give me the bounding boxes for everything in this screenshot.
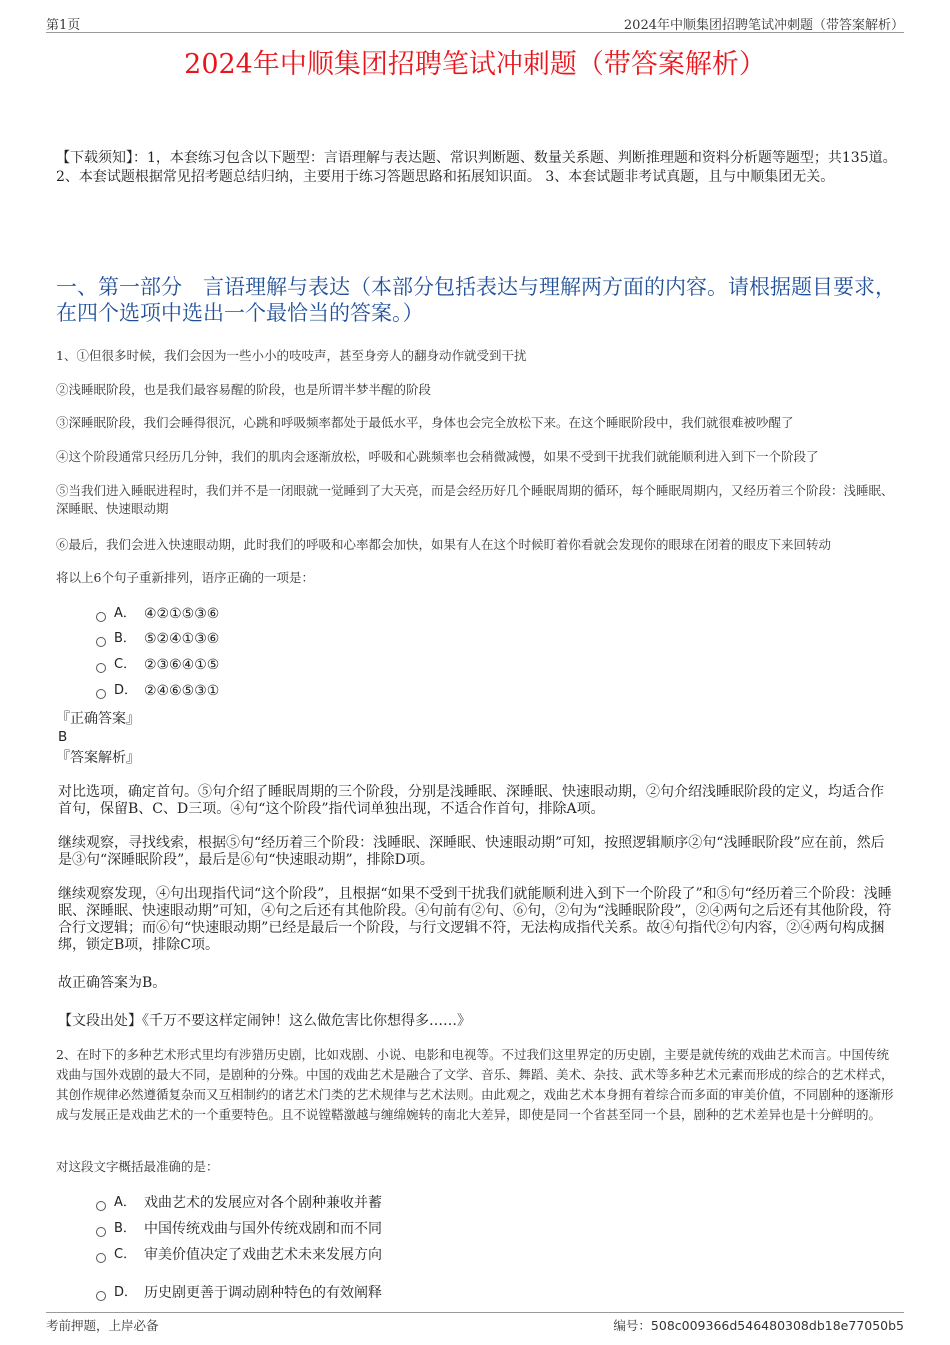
q2-option-c[interactable]	[96, 1246, 382, 1264]
option-text: ②③⑥④①⑤	[144, 657, 220, 673]
analysis-paragraph: 继续观察，寻找线索，根据⑤句“经历着三个阶段：浅睡眠、深睡眠、快速眼动期”可知，按照逻辑顺序②句“浅睡眠阶段”应在前，然后是③句“深睡眠阶段”，最后是⑥句“快速眼动期”，排除D项。	[58, 835, 885, 868]
q1-option-c[interactable]	[96, 656, 219, 674]
q2-option-a[interactable]	[96, 1194, 382, 1212]
header-doc-title: 2024年中顺集团招聘笔试冲刺题（带答案解析）	[623, 18, 904, 33]
page-number: 第1页	[46, 18, 81, 33]
option-text: 审美价值决定了戏曲艺术未来发展方向	[144, 1247, 382, 1263]
option-letter: B．	[114, 1221, 136, 1236]
radio-icon[interactable]	[96, 612, 106, 622]
option-letter: C．	[114, 1247, 137, 1262]
option-text: ⑤②④①③⑥	[144, 631, 220, 647]
analysis-paragraph: 继续观察发现，④句出现指代词“这个阶段”，且根据“如果不受到干扰我们就能顺利进入到下一个阶段了”和⑤句“经历着三个阶段：浅睡眠、深睡眠、快速眼动期”可知，④句之后还有其他阶段。④句前有②句、⑥句，②句为“浅睡眠阶段”，②④两句之后还有其他阶段，符合行文逻辑；而⑥句“快速眼动期”已经是最后一个阶段，与行文逻辑不符，无法构成指代关系。故④句指代②句内容，②④两句构成捆绑，锁定B项，排除C项。	[58, 886, 892, 953]
analysis-paragraph: 对比选项，确定首句。⑤句介绍了睡眠周期的三个阶段，分别是浅睡眠、深睡眠、快速眼动期，②句介绍浅睡眠阶段的定义，均适合作首句，保留B、C、D三项。④句“这个阶段”指代词单独出现，不适合作首句，排除A项。	[58, 784, 884, 817]
q2-option-b[interactable]	[96, 1220, 382, 1238]
q1-stem-line: 1、①但很多时候，我们会因为一些小小的吱吱声，甚至身旁人的翻身动作就受到干扰	[56, 348, 527, 363]
footer-divider	[46, 1312, 904, 1313]
source-citation: 【文段出处】《千万不要这样定闹钟！这么做危害比你想得多……》	[58, 1013, 471, 1029]
download-notice: 【下载须知】：1，本套练习包含以下题型：言语理解与表达题、常识判断题、数量关系题、判断推理题和资料分析题等题型；共135道。 2、本套试题根据常见招考题总结归纳，主要用于练习答题思路和拓展知识面。 3、本套试题非考试真题，且与中顺集团无关。	[56, 150, 897, 185]
q1-option-d[interactable]	[96, 682, 219, 700]
page-title: 2024年中顺集团招聘笔试冲刺题（带答案解析）	[184, 49, 766, 80]
radio-icon[interactable]	[96, 689, 106, 699]
option-text: 中国传统戏曲与国外传统戏剧和而不同	[144, 1221, 382, 1237]
q2-stem: 2、在时下的多种艺术形式里均有涉猎历史剧，比如戏剧、小说、电影和电视等。不过我们这里界定的历史剧，主要是就传统的戏曲艺术而言。中国传统戏曲与国外戏剧的最大不同，是剧种的分殊。中国的戏曲艺术是融合了文学、音乐、舞蹈、美术、杂技、武术等多种艺术元素而形成的综合的艺术样式，其创作规律必然遵循复杂而又互相制约的诸艺术门类的艺术规律与艺术法则。由此观之，戏曲艺术本身拥有着综合而多面的审美价值，不同剧种的逐渐形成与发展正是戏曲艺术的一个重要特色。且不说镗鞳激越与缠绵婉转的南北大差异，即使是同一个省甚至同一个县，剧种的艺术差异也是十分鲜明的。	[56, 1047, 894, 1122]
option-text: ②④⑥⑤③①	[144, 683, 220, 699]
answer-label: 『正确答案』	[56, 711, 140, 727]
q1-prompt: 将以上6个句子重新排列，语序正确的一项是：	[56, 570, 314, 585]
analysis-label: 『答案解析』	[56, 750, 140, 766]
option-text: 戏曲艺术的发展应对各个剧种兼收并蓄	[144, 1195, 382, 1211]
option-letter: C．	[114, 657, 137, 672]
answer-value: B	[58, 729, 68, 745]
option-letter: B．	[114, 631, 136, 646]
radio-icon[interactable]	[96, 1253, 106, 1263]
option-letter: D．	[114, 683, 138, 698]
q1-stem-line: ⑤当我们进入睡眠进程时，我们并不是一闭眼就一觉睡到了大天亮，而是会经历好几个睡眠周期的循环，每个睡眠周期内，又经历着三个阶段：浅睡眠、深睡眠、快速眼动期	[56, 483, 894, 516]
footer-id-value: 508c009366d546480308db18e77050b5	[650, 1318, 904, 1333]
q1-stem-line: ⑥最后，我们会进入快速眼动期，此时我们的呼吸和心率都会加快，如果有人在这个时候盯着你看就会发现你的眼球在闭着的眼皮下来回转动	[56, 537, 832, 552]
q2-option-d[interactable]	[96, 1284, 382, 1302]
radio-icon[interactable]	[96, 1201, 106, 1211]
analysis-conclusion: 故正确答案为B。	[58, 975, 167, 991]
q1-stem-line: ③深睡眠阶段，我们会睡得很沉，心跳和呼吸频率都处于最低水平，身体也会完全放松下来。在这个睡眠阶段中，我们就很难被吵醒了	[56, 415, 794, 430]
option-text: ④②①⑤③⑥	[144, 606, 220, 622]
footer-id	[613, 1316, 904, 1334]
radio-icon[interactable]	[96, 1291, 106, 1301]
option-text: 历史剧更善于调动剧种特色的有效阐释	[144, 1285, 382, 1301]
radio-icon[interactable]	[96, 637, 106, 647]
q1-stem-line: ②浅睡眠阶段，也是我们最容易醒的阶段，也是所谓半梦半醒的阶段	[56, 382, 432, 397]
footer-slogan: 考前押题，上岸必备	[46, 1318, 159, 1333]
section-heading: 一、第一部分 言语理解与表达（本部分包括表达与理解两方面的内容。请根据题目要求，在四个选项中选出一个最恰当的答案。）	[56, 275, 896, 325]
q1-option-a[interactable]	[96, 605, 219, 623]
footer-id-label: 编号：	[613, 1318, 651, 1333]
option-letter: A．	[114, 606, 136, 621]
radio-icon[interactable]	[96, 663, 106, 673]
q1-stem-line: ④这个阶段通常只经历几分钟，我们的肌肉会逐渐放松，呼吸和心跳频率也会稍微减慢，如果不受到干扰我们就能顺利进入到下一个阶段了	[56, 449, 819, 464]
q1-option-b[interactable]	[96, 630, 219, 648]
q2-prompt: 对这段文字概括最准确的是：	[56, 1159, 219, 1174]
radio-icon[interactable]	[96, 1227, 106, 1237]
option-letter: A．	[114, 1195, 136, 1210]
option-letter: D．	[114, 1285, 138, 1300]
header-divider	[46, 32, 904, 33]
